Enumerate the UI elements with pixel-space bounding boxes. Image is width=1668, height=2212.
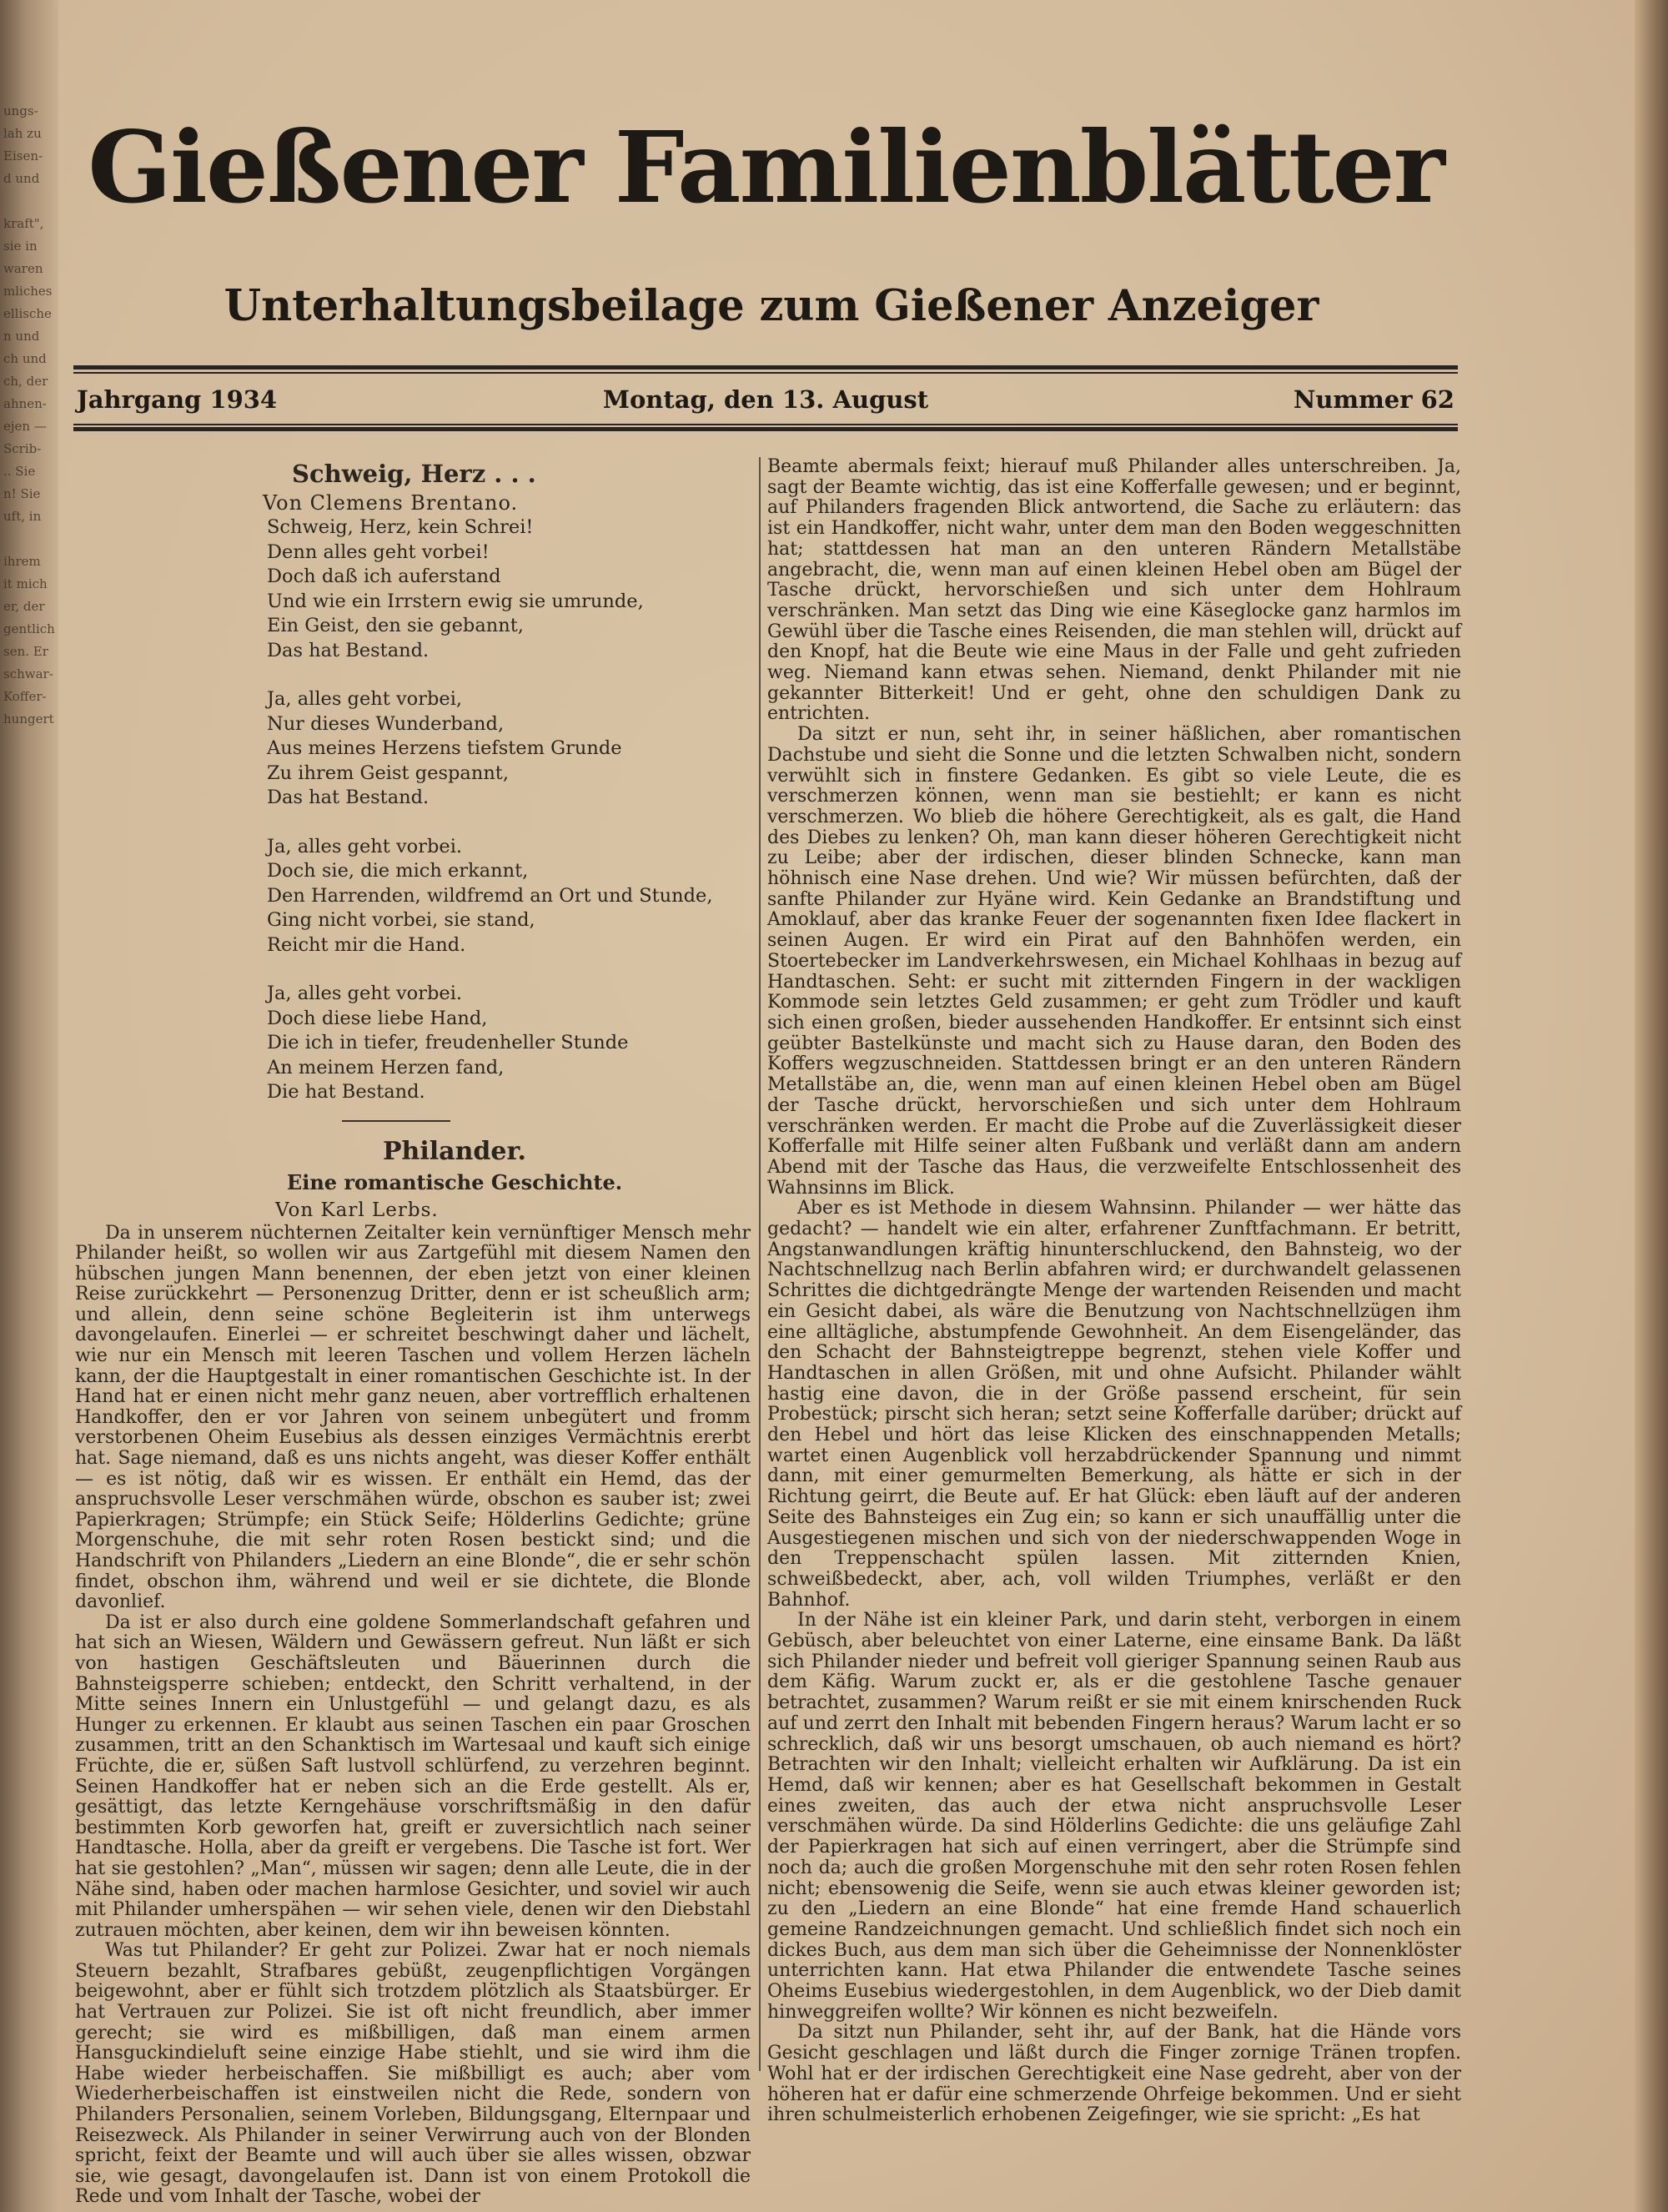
poem-stanza [267,835,751,958]
poem-line: Denn alles geht vorbei! [267,540,490,563]
poem-line: Doch sie, die mich erkannt, [267,860,529,882]
story-paragraph: Aber es ist Methode in diesem Wahnsinn. Philander — wer hätte das gedacht? — handelt wie ein alter, erfahrener Zunftfachmann. Er betritt, Angstanwandlungen kräftig hinunterschluckend, den Bahnsteig, wo der Nachtschnellzug nach Berlin abfahren wird; er durchwandelt gelassenen Schrittes die dichtgedrängte Menge der wartenden Reisenden und macht ein Gesicht dabei, als wäre die Benutzung von Nachtschnellzügen ihm eine alltägliche, abstumpfende Gewohnheit. An dem Eisengeländer, das den Schacht der Bahnsteigtreppe begrenzt, stehen viele Koffer und Handtaschen in allen Größen, mit und ohne Aufsicht. Philander wählt hastig eine davon, die in der Größe passend erscheint, für sein Probestück; pirscht sich heran; setzt seine Kofferfalle darüber; drückt auf den Hebel und hört das leise Klicken des einschnappenden Metalls; wartet einen Augenblick voll herzabdrückender Spannung und nimmt dann, mit einer gemurmelten Bemerkung, als hätte er sich in der Richtung geirrt, die Beute auf. Er hat Glück: eben läuft auf der anderen Seite des Bahnsteiges ein Zug ein; so kann er sich unauffällig unter die Ausgestiegenen mischen und sich von der niederschwappenden Woge in den Treppenschacht spülen lassen. Mit zitternden Knien, schweißbedeckt, aber, ach, voll wilden Triumphes, verläßt er den Bahnhof. [767,1198,1461,1611]
header-rule-top-thin [73,372,1458,374]
poem-stanza [267,515,751,663]
poem-line: Doch diese liebe Hand, [267,1007,488,1029]
masthead-title: Gießener Familienblätter [88,109,1444,225]
header-rule-top [73,365,1458,370]
poem-stanza [267,982,751,1105]
poem-line: Ging nicht vorbei, sie stand, [267,909,535,931]
header-rule-bottom [73,427,1458,431]
poem-line: Ja, alles geht vorbei. [267,835,463,857]
page-edge [1635,0,1668,2212]
binding-strip [0,0,58,2212]
issue-date: Montag, den 13. August [602,385,929,414]
poem-line: Nur dieses Wunderband, [267,712,505,735]
poem-author: Von Clemens Brentano. [263,491,519,515]
story-paragraph: Da in unserem nüchternen Zeitalter kein vernünftiger Mensch mehr Philander heißt, so wollen wir aus Zartgefühl mit diesem Namen den hübschen jungen Mann benennen, der eben jetzt von einer kleinen Reise zurückkehrt — Personenzug Dritter, denn er ist scheußlich arm; und allein, denn seine schöne Begleiterin ist ihm unterwegs davongelaufen. Einerlei — er schreitet beschwingt daher und lächelt, wie nur ein Mensch mit leeren Taschen und vollem Herzen lächeln kann, der die Hauptgestalt in einer romantischen Geschichte ist. In der Hand hat er einen nicht mehr ganz neuen, aber vortrefflich erhaltenen Handkoffer, den er vor Jahren von seinem unbegütert und fromm verstorbenen Oheim Eusebius als dessen einziges Vermächtnis ererbt hat. Sage niemand, daß es uns nichts angeht, was dieser Koffer enthält — es ist nötig, daß wir es wissen. Er enthält ein Hemd, das der anspruchsvolle Leser verschmähen würde, obschon es sauber ist; zwei Papierkragen; Strümpfe; ein Stück Seife; Hölderlins Gedichte; grüne Morgenschuhe, die mit sehr roten Rosen bestickt sind; und die Handschrift von Philanders „Liedern an eine Blonde“, die er sehr schön findet, obschon ihm, während und weil er sie dichtete, die Blonde davonlief. [75,1222,751,1613]
poem-line: Schweig, Herz, kein Schrei! [267,516,534,538]
poem-line: Ja, alles geht vorbei. [267,983,463,1004]
section-divider [342,1120,450,1122]
poem-line: Die hat Bestand. [267,1081,425,1103]
poem-title: Schweig, Herz . . . [292,460,536,488]
story-paragraph: Da sitzt er nun, seht ihr, in seiner häßlichen, aber romantischen Dachstube und sieht die Sonne und die letzten Schwalben nicht, sondern verwühlt sich in finstere Gedanken. Es gibt so viele Leute, die es verschmerzen können, wenn man sie bestiehlt; er kann es nicht verschmerzen. Wo blieb die höhere Gerechtigkeit, als es galt, die Hand des Diebes zu lenken? Oh, man kann dieser höheren Gerechtigkeit nicht zu Leibe; aber der irdischen, dieser blinden Schnecke, kann man höhnisch eine Nase drehen. Und wie? Wir müssen befürchten, daß der sanfte Philander zur Hyäne wird. Kein Gedanke an Brandstiftung und Amoklauf, aber das kranke Feuer der sogenannten fixen Idee flackert in seinen Augen. Er wird ein Pirat auf den Bahnhöfen werden, ein Stoertebecker im Landverkehrswesen, ein Michael Kohlhaas in bezug auf Handtaschen. Seht: er sucht mit zitternden Fingern in der wackligen Kommode sein letztes Geld zusammen; er geht zum Trödler und kauft sich einen großen, bieder aussehenden Handkoffer. Er entsinnt sich einst geübter Bastelkünste und macht sich zu Hause daran, den Boden des Koffers wegzuschneiden. Stattdessen bringt er an den unteren Rändern Metallstäbe an, die, wenn man auf einen kleinen Hebel oben am Bügel der Tasche drückt, hervorschießen und sich unter dem Hohlraum verschränken werden. Er macht die Probe auf die Zuverlässigkeit dieser Kofferfalle mit Hilfe seiner alten Fußbank und verläßt dann am andern Abend mit der Tasche das Haus, die verzweifelte Entschlossenheit des Wahnsinns im Blick. [767,724,1461,1199]
poem-line: Den Harrenden, wildfremd an Ort und Stunde, [267,884,713,907]
left-column [75,457,751,2208]
story-subtitle: Eine romantische Geschichte. [286,1169,623,1194]
poem-line: Das hat Bestand. [267,787,430,808]
issue-number: Nummer 62 [1293,385,1454,414]
masthead-subtitle: Unterhaltungsbeilage zum Gießener Anzeiger [224,281,1319,331]
poem-line: Ein Geist, den sie gebannt, [267,615,524,636]
story-title: Philander. [383,1136,526,1166]
story-paragraph: Beamte abermals feixt; hierauf muß Philander alles unterschreiben. Ja, sagt der Beamte wichtig, das ist eine Kofferfalle gewesen; und er beginnt, auf Philanders fragenden Blick antwortend, die Sache zu erläutern: das ist ein Handkoffer, nicht wahr, unter dem man den Boden weggeschnitten hat; stattdessen hat man an den unteren Rändern Metallstäbe angebracht, die, wenn man auf einen kleinen Hebel oben am Bügel der Tasche drückt, hervorschießen und sich unter dem Hohlraum verschränken. Man setzt das Ding wie eine Käseglocke ganz harmlos im Gewühl über die Tasche eines Reisenden, die man stehlen will, drückt auf den Knopf, hat die Beute wie eine Maus in der Falle und geht zufrieden weg. Niemand kann etwas sehen. Niemand, denkt Philander mit nie gekannter Bitterkeit! Und er geht, ohne den schuldigen Dank zu entrichten. [767,456,1461,725]
column-divider [759,457,761,2071]
story-paragraph: Da ist er also durch eine goldene Sommerlandschaft gefahren und hat sich an Wiesen, Wäldern und Gewässern gefreut. Nun läßt er sich von hastigen Geschäftsleuten und Bäuerinnen durch die Bahnsteigsperre schieben; entdeckt, den Schritt verhaltend, in der Mitte seines Innern ein Unlustgefühl — und gelangt dazu, es als Hunger zu erkennen. Er klaubt aus seinen Taschen ein paar Groschen zusammen, tritt an den Schanktisch im Wartesaal und kauft sich einige Früchte, die er, süßen Saft lustvoll schlürfend, zu verzehren beginnt. Seinen Handkoffer hat er neben sich an die Erde gestellt. Als er, gesättigt, das letzte Kerngehäuse vorschriftsmäßig in den dafür bestimmten Korb geworfen hat, greift er zuversichtlich nach seiner Handtasche. Holla, aber da greift er vergebens. Die Tasche ist fort. Wer hat sie gestohlen? „Man“, müssen wir sagen; denn alle Leute, die in der Nähe sind, haben oder machen harmlose Gesichter, und soviel wir auch mit Philander umherspähen — wir sehen viele, denen wir den Diebstahl zutrauen möchten, aber keinen, dem wir ihn beweisen könnten. [75,1611,751,1941]
story-paragraph: Da sitzt nun Philander, seht ihr, auf der Bank, hat die Hände vors Gesicht geschlagen und läßt durch die Finger zornige Tränen tropfen. Wohl hat er der irdischen Gerechtigkeit eine Nase gedreht, aber von der höheren hat er dafür eine schmerzende Ohrfeige bekommen. Und er sieht ihren schulmeisterlich erhobenen Zeigefinger, wie sie spricht: „Es hat [767,2022,1461,2126]
story-author: Von Karl Lerbs. [275,1199,439,1221]
poem-line: An meinem Herzen fand, [267,1056,505,1078]
poem-line: Doch daß ich auferstand [267,566,501,587]
header-rule-bottom-thin [73,424,1458,425]
poem-stanza [267,687,751,811]
poem-line: Das hat Bestand. [267,639,430,661]
poem-line: Reicht mir die Hand. [267,933,466,956]
binding-text: ungs- lah zu Eisen- d und kraft", sie in waren mliches ellische n und ch und ch, der ahnen- ejen — Scrib- .. Sie n! Sie uft, in ihrem it mich er, der gentlich sen. Er schwar- Koffer- hungert [3,103,55,726]
poem-line: Ja, alles geht vorbei, [267,688,463,710]
poem-line: Die ich in tiefer, freudenheller Stunde [267,1032,629,1053]
right-column [767,456,1461,2126]
poem-line: Und wie ein Irrstern ewig sie umrunde, [267,590,644,612]
story-paragraph: In der Nähe ist ein kleiner Park, und darin steht, verborgen in einem Gebüsch, aber beleuchtet von einer Laterne, eine einsame Bank. Da läßt sich Philander nieder und befreit voll gieriger Spannung seinen Raub aus dem Käfig. Warum zuckt er, als er die gestohlene Tasche genauer betrachtet, zusammen? Warum reißt er sie mit einem knirschenden Ruck auf und zerrt den Inhalt mit bebenden Fingern heraus? Warum lacht er so schrecklich, daß wir uns besorgt umschauen, ob auch niemand es hört? Betrachten wir den Inhalt; vielleicht erhalten wir Aufklärung. Da ist ein Hemd, daß wir kennen; aber es hat Gesellschaft bekommen in Gestalt eines zweiten, das auch der etwa nicht anspruchsvolle Leser verschmähen würde. Da sind Hölderlins Gedichte: die uns geläufige Zahl der Papierkragen hat sich auf einen verringert, aber die Strümpfe sind noch da; auch die großen Morgenschuhe mit den sehr roten Rosen fehlen nicht; ebensowenig die Seife, wenn sie auch etwas kleiner geworden ist; zu den „Liedern an eine Blonde“ hat eine fremde Hand schauerlich gemeine Randzeichnungen gemacht. Und schließlich findet sich noch ein dickes Buch, aus dem man sich über die Geheimnisse der Nonnenklöster unterrichten kann. Hat etwa Philander die entwendete Tasche seines Oheims Eusebius wiedergestohlen, in dem Augenblick, wo der Dieb damit hinweggreifen wollte? Wir können es nicht bezweifeln. [767,1610,1461,2023]
poem-line: Zu ihrem Geist gespannt, [267,762,510,784]
jahrgang: Jahrgang 1934 [77,385,278,414]
story-paragraph: Was tut Philander? Er geht zur Polizei. Zwar hat er noch niemals Steuern bezahlt, Strafbares gebüßt, zeugenpflichtigen Vorgängen beigewohnt, aber er fühlt sich trotzdem plötzlich als Staatsbürger. Er hat Vertrauen zur Polizei. Sie ist oft nicht freundlich, aber immer gerecht; sie wird es mißbilligen, daß man einem armen Hansguckindieluft seine einzige Habe stiehlt, und sie wird ihm die Habe wieder herbeischaffen. Sie mißbilligt es auch; aber vom Wiederherbeischaffen ist einstweilen nicht die Rede, sondern von Philanders Personalien, seinem Vorleben, Bildungsgang, Elternpaar und Reisezweck. Als Philander in seiner Verwirrung auch von der Blonden spricht, feixt der Beamte und will auch über sie alles wissen, obzwar sie, wie gesagt, davongelaufen ist. Dann ist von einem Protokoll die Rede und vom Inhalt der Tasche, wobei der [75,1940,751,2208]
poem-line: Aus meines Herzens tiefstem Grunde [267,737,622,759]
dateline [77,379,1454,420]
